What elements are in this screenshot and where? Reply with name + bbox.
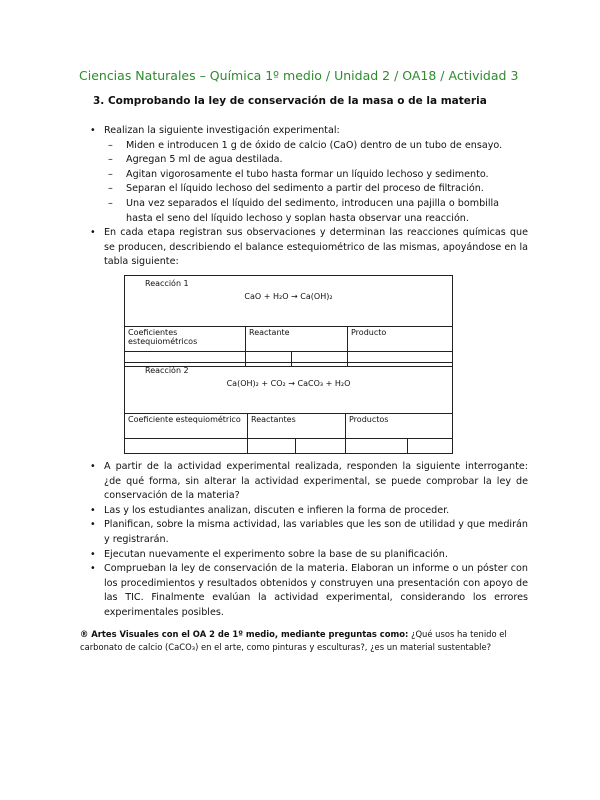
list-item: • Ejecutan nuevamente el experimento sobre la base de su planificación. — [90, 548, 528, 563]
table-cell — [247, 439, 295, 453]
reaction-equation: Ca(OH)₂ + CO₂ → CaCO₃ + H₂O — [226, 379, 351, 388]
reaction-header — [125, 276, 452, 326]
page-header: Ciencias Naturales – Química 1º medio / Unidad 2 / OA18 / Actividad 3 — [79, 68, 519, 83]
note-heading: ® Artes Visuales con el OA 2 de 1º medio, mediante preguntas como: — [80, 629, 409, 639]
reaction-table-1 — [124, 275, 453, 367]
section-title: 3. Comprobando la ley de conservación de la masa o de la materia — [93, 95, 487, 107]
list-item: • Planifican, sobre la misma actividad, las variables que les son de utilidad y que medirán y registrarán. — [90, 518, 528, 547]
sub-item: – Agitan vigorosamente el tubo hasta formar un líquido lechoso y sedimento. — [104, 168, 528, 183]
list-item: • En cada etapa registran sus observaciones y determinan las reacciones químicas que se producen, describiendo el balance estequiométrico de las mismas, apoyándose en la tabla siguiente: — [90, 226, 528, 270]
list-item: • Las y los estudiantes analizan, discuten e infieren la forma de proceder. — [90, 504, 528, 519]
table-cell — [407, 439, 452, 453]
sub-item: – Agregan 5 ml de agua destilada. — [104, 153, 528, 168]
table-row — [125, 326, 452, 351]
sub-item: – Miden e introducen 1 g de óxido de calcio (CaO) dentro de un tubo de ensayo. — [104, 139, 528, 154]
table-cell — [295, 439, 345, 453]
cross-curricular-note — [80, 628, 520, 653]
table-row — [125, 438, 452, 453]
products-label: Productos — [345, 414, 452, 438]
coef-label: Coeficientes estequiométricos — [128, 328, 198, 346]
sub-item: – Una vez separados el líquido del sedimento, introducen una pajilla o bombilla hasta el seno del líquido lechoso y soplan hasta observar una reacción. — [104, 197, 528, 226]
reactants-label: Reactante — [245, 327, 347, 351]
list-item — [90, 124, 528, 226]
reaction-label: Reacción 2 — [145, 366, 189, 375]
steps-block — [90, 460, 528, 621]
list-item: • A partir de la actividad experimental realizada, responden la siguiente interrogante: ¿de qué forma, sin alterar la actividad experimental, se puede comprobar la ley de conservación de la materia? — [90, 460, 528, 504]
reaction-equation: CaO + H₂O → Ca(OH)₂ — [244, 292, 333, 301]
table-cell — [125, 439, 247, 453]
list-item: • Comprueban la ley de conservación de la materia. Elaboran un informe o un póster con los procedimientos y resultados obtenidos y construyen una presentación con apoyo de las TIC. Finalmente evalúan la actividad experimental, considerando los errores experimentales posibles. — [90, 562, 528, 620]
bullet-text: Realizan la siguiente investigación experimental: — [104, 125, 340, 136]
table-row — [125, 413, 452, 438]
reaction-header — [125, 363, 452, 413]
note-text: ¿Qué usos ha tenido el carbonato de calcio (CaCO₃) en el arte, como pinturas y esculturas?, ¿es un material sustentable? — [80, 629, 507, 652]
coef-label: Coeficiente estequiométrico — [128, 415, 241, 424]
reactants-label: Reactantes — [247, 414, 345, 438]
reaction-table-2 — [124, 362, 453, 454]
sub-item: – Separan el líquido lechoso del sedimento a partir del proceso de filtración. — [104, 182, 528, 197]
intro-block — [90, 124, 528, 270]
table-cell — [345, 439, 407, 453]
reaction-label: Reacción 1 — [145, 279, 189, 288]
products-label: Producto — [347, 327, 452, 351]
